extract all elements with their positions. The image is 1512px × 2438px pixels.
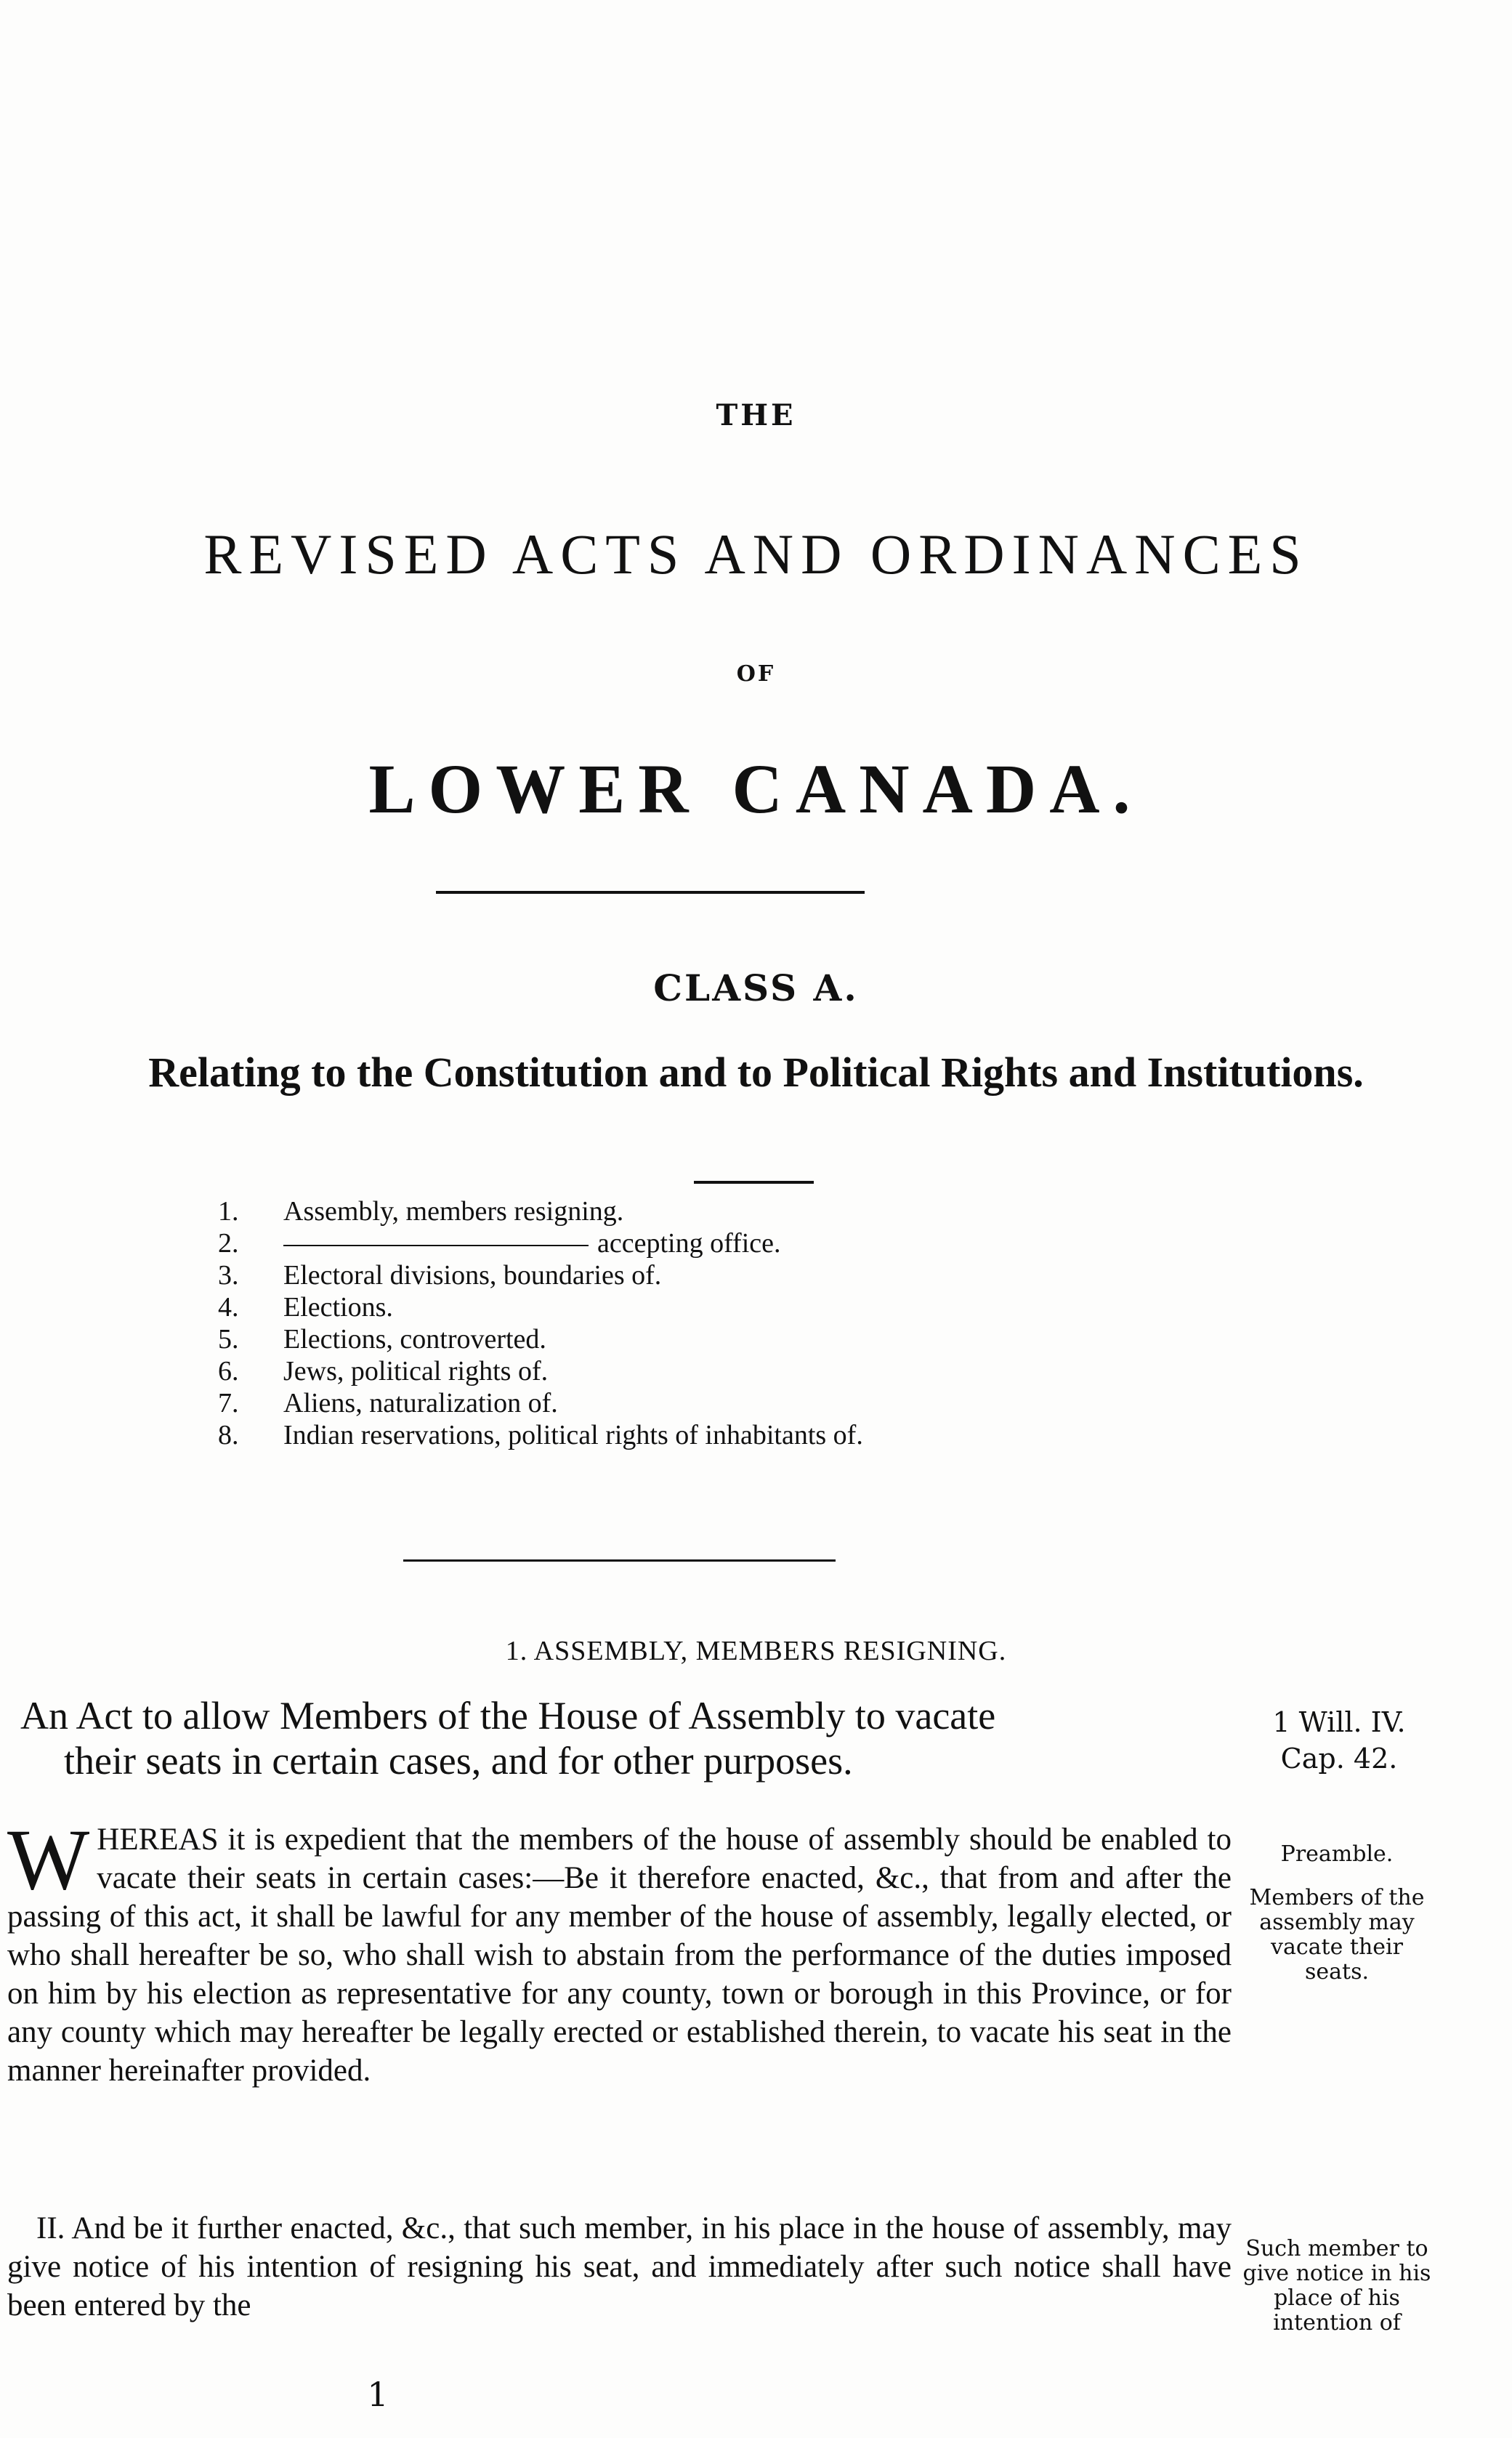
divider-rule-short [694,1181,814,1184]
toc-item-text: Elections, controverted. [283,1324,546,1355]
paragraph-preamble [7,1811,1232,2090]
document-title: REVISED ACTS AND ORDINANCES [203,522,1309,586]
toc-item [218,1195,1126,1227]
toc-item-text: Electoral divisions, boundaries of. [283,1260,662,1291]
class-subtitle-text: Relating to the Constitution and to Political Rights and Institutions. [148,1049,1364,1096]
toc-item [218,1291,1126,1323]
header-the: THE [716,398,796,432]
toc-item-text: Assembly, members resigning. [283,1196,624,1227]
toc-item-text: Indian reservations, political rights of inhabitants of. [283,1420,863,1450]
toc-item-number: 1. [218,1196,239,1227]
citation-line: 1 Will. IV. [1272,1706,1406,1738]
act-title-line: their seats in certain cases, and for other purposes. [64,1739,853,1783]
header-of: OF [736,661,776,687]
paragraph-text: II. And be it further enacted, &c., that such member, in his place in the house of assembly, may give notice of his intention of resigning his seat, and immediately after such notice shall have been entered by the [7,2211,1232,2322]
class-subtitle [0,1046,1512,1099]
page-number: 1 [367,2375,389,2414]
toc-item [218,1259,1126,1291]
toc-item [218,1355,1126,1387]
toc-item-text-wrap [283,1227,1126,1259]
toc-item-text: Jews, political rights of. [283,1356,549,1386]
paragraph-section-ii [7,2209,1232,2325]
act-title [20,1693,1241,1783]
toc-item-number: 2. [218,1228,239,1259]
toc-item [218,1387,1126,1419]
section-heading: 1. ASSEMBLY, MEMBERS RESIGNING. [505,1636,1007,1666]
table-of-contents [218,1195,1126,1451]
toc-item-number: 4. [218,1292,239,1323]
divider-rule [403,1559,836,1562]
toc-item [218,1323,1126,1355]
toc-item [218,1419,1126,1451]
toc-item [218,1227,1126,1259]
toc-item-number: 7. [218,1388,239,1418]
toc-item-text: accepting office. [597,1228,781,1259]
act-title-line: An Act to allow Members of the House of Assembly to vacate [20,1694,996,1737]
margin-note-such-member: Such member to give notice in his place of his intention of [1242,2236,1431,2336]
citation-line: Cap. 42. [1280,1743,1398,1775]
act-citation [1256,1704,1423,1777]
margin-note-preamble: Preamble. [1280,1841,1394,1867]
region-title: LOWER CANADA. [368,750,1144,828]
toc-item-number: 5. [218,1324,239,1355]
drop-cap: W [7,1811,90,1908]
paragraph-text: HEREAS it is expedient that the members of the house of assembly should be enabled to vacate their seats in certain cases:—Be it therefore enacted, &c., that from and after the passing of this act, it shall be lawful for any member of the house of assembly, legally elected, or who shall hereafter be so, who shall wish to abstain from the performance of the duties imposed on him by his election as representative for any county, town or borough in this Province, or for any county which may hereafter be legally erected or established therein, to vacate his seat in the manner hereinafter provided. [7,1823,1232,2088]
toc-item-number: 8. [218,1420,239,1450]
ditto-dash [283,1245,589,1246]
class-heading: CLASS A. [653,966,859,1009]
margin-note-members: Members of the assembly may vacate their seats. [1249,1885,1425,1985]
divider-rule [436,891,865,894]
toc-item-number: 6. [218,1356,239,1386]
toc-item-number: 3. [218,1260,239,1291]
toc-item-text: Aliens, naturalization of. [283,1388,558,1418]
toc-item-text: Elections. [283,1292,393,1323]
